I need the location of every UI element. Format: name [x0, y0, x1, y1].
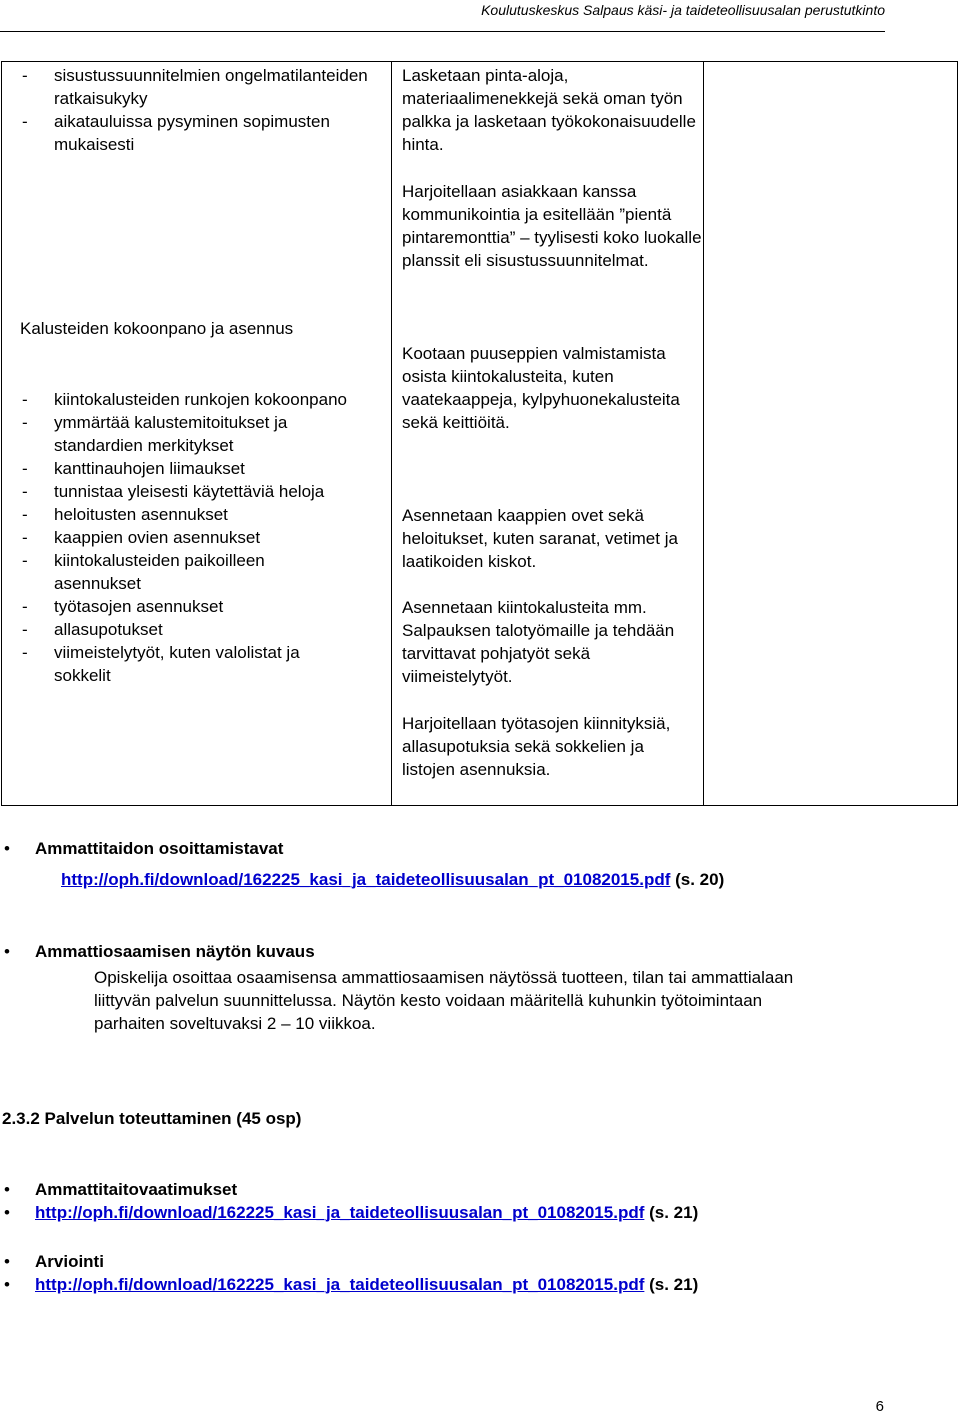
section-heading: Ammattiosaamisen näytön kuvaus	[35, 942, 315, 961]
section-demonstration-description	[0, 940, 930, 1035]
mid-text-doors: Asennetaan kaappien ovet sekä heloitukset, kuten saranat, vetimet ja laatikoiden kiskot.	[402, 506, 678, 571]
mid-top-text-1: Lasketaan pinta-aloja, materiaalimenekkejä sekä oman työn palkka ja lasketaan työkokonaisuudelle hinta.	[402, 66, 696, 154]
list-item: - ymmärtää kalustemitoitukset ja standardien merkitykset	[22, 413, 288, 455]
table-column-divider-1	[391, 62, 392, 805]
list-item: - kiintokalusteiden runkojen kokoonpano	[22, 390, 347, 409]
list-item: - allasupotukset	[22, 620, 163, 639]
list-item: - sisustussuunnitelmien ongelmatilanteiden ratkaisukyky	[22, 66, 368, 108]
list-item: - heloitusten asennukset	[22, 505, 228, 524]
pdf-link[interactable]: http://oph.fi/download/162225_kasi_ja_taideteollisuusalan_pt_01082015.pdf	[35, 1275, 645, 1294]
criteria-table	[1, 61, 958, 806]
bullet-icon: •	[4, 839, 10, 858]
table-column-divider-2	[703, 62, 704, 805]
pdf-link[interactable]: http://oph.fi/download/162225_kasi_ja_taideteollisuusalan_pt_01082015.pdf	[61, 870, 671, 889]
page-header	[0, 0, 885, 28]
section-heading: Ammattitaidon osoittamistavat	[35, 839, 284, 858]
bullet-icon: •	[4, 1275, 10, 1294]
list-item: - työtasojen asennukset	[22, 597, 224, 616]
section-skill-requirements	[0, 1178, 930, 1224]
mid-text-installation: Asennetaan kiintokalusteita mm. Salpauksen talotyömaille ja tehdään tarvittavat pohjatyöt sekä viimeistelytyöt.	[402, 598, 675, 686]
section-body: Opiskelija osoittaa osaamisensa ammattiosaamisen näytössä tuotteen, tilan tai ammattialaan liittyvän palvelun suunnittelussa. Näytön kesto voidaan määritellä kuhunkin työtoimintaan parhaiten soveltuvaksi 2 – 10 viikkoa.	[94, 968, 794, 1033]
bullet-icon: •	[4, 1203, 10, 1222]
mid-text-assembly: Kootaan puuseppien valmistamista osista kiintokalusteita, kuten vaatekaappeja, kylpyhuonekalusteita sekä keittiöitä.	[402, 344, 680, 432]
bullet-icon: •	[4, 1180, 10, 1199]
mid-text-worktops: Harjoitellaan työtasojen kiinnityksiä, allasupotuksia sekä sokkelien ja listojen asennuksia.	[402, 714, 671, 779]
list-item: - aikatauluissa pysyminen sopimusten mukaisesti	[22, 112, 330, 154]
list-item	[0, 1201, 930, 1224]
left-top-list	[22, 64, 382, 156]
mid-top-text-2: Harjoitellaan asiakkaan kanssa kommunikointia ja esitellään ”pientä pintaremonttia” – tyylisesti koko luokalle planssit eli sisustussuunnitelmat.	[402, 182, 702, 270]
section-demonstration-methods	[0, 837, 930, 891]
list-item	[0, 1178, 930, 1201]
list-item	[0, 1250, 930, 1273]
page-ref: (s. 21)	[649, 1275, 699, 1294]
section-assessment	[0, 1250, 930, 1296]
page-ref: (s. 21)	[649, 1203, 699, 1222]
left-heading: Kalusteiden kokoonpano ja asennus	[20, 319, 294, 338]
list-item	[0, 1273, 930, 1296]
section-heading: Arviointi	[35, 1252, 104, 1271]
list-item: - kaappien ovien asennukset	[22, 528, 261, 547]
list-item	[0, 940, 930, 963]
pdf-link[interactable]: http://oph.fi/download/162225_kasi_ja_taideteollisuusalan_pt_01082015.pdf	[35, 1203, 645, 1222]
list-item: - tunnistaa yleisesti käytettäviä heloja	[22, 482, 325, 501]
header-title: Koulutuskeskus Salpaus käsi- ja taideteollisuusalan perustutkinto	[481, 2, 885, 18]
list-item	[0, 837, 930, 860]
list-item: - viimeistelytyöt, kuten valolistat ja sokkelit	[22, 643, 300, 685]
bullet-icon: •	[4, 1252, 10, 1271]
list-item: - kanttinauhojen liimaukset	[22, 459, 245, 478]
page-number: 6	[875, 1398, 884, 1415]
section-heading: Ammattitaitovaatimukset	[35, 1180, 238, 1199]
link-row	[0, 868, 930, 891]
left-list	[22, 388, 352, 687]
page-ref: (s. 20)	[675, 870, 725, 889]
subsection-title: 2.3.2 Palvelun toteuttaminen (45 osp)	[2, 1109, 302, 1128]
header-rule	[0, 31, 885, 32]
bullet-icon: •	[4, 942, 10, 961]
list-item: - kiintokalusteiden paikoilleen asennukset	[22, 551, 265, 593]
